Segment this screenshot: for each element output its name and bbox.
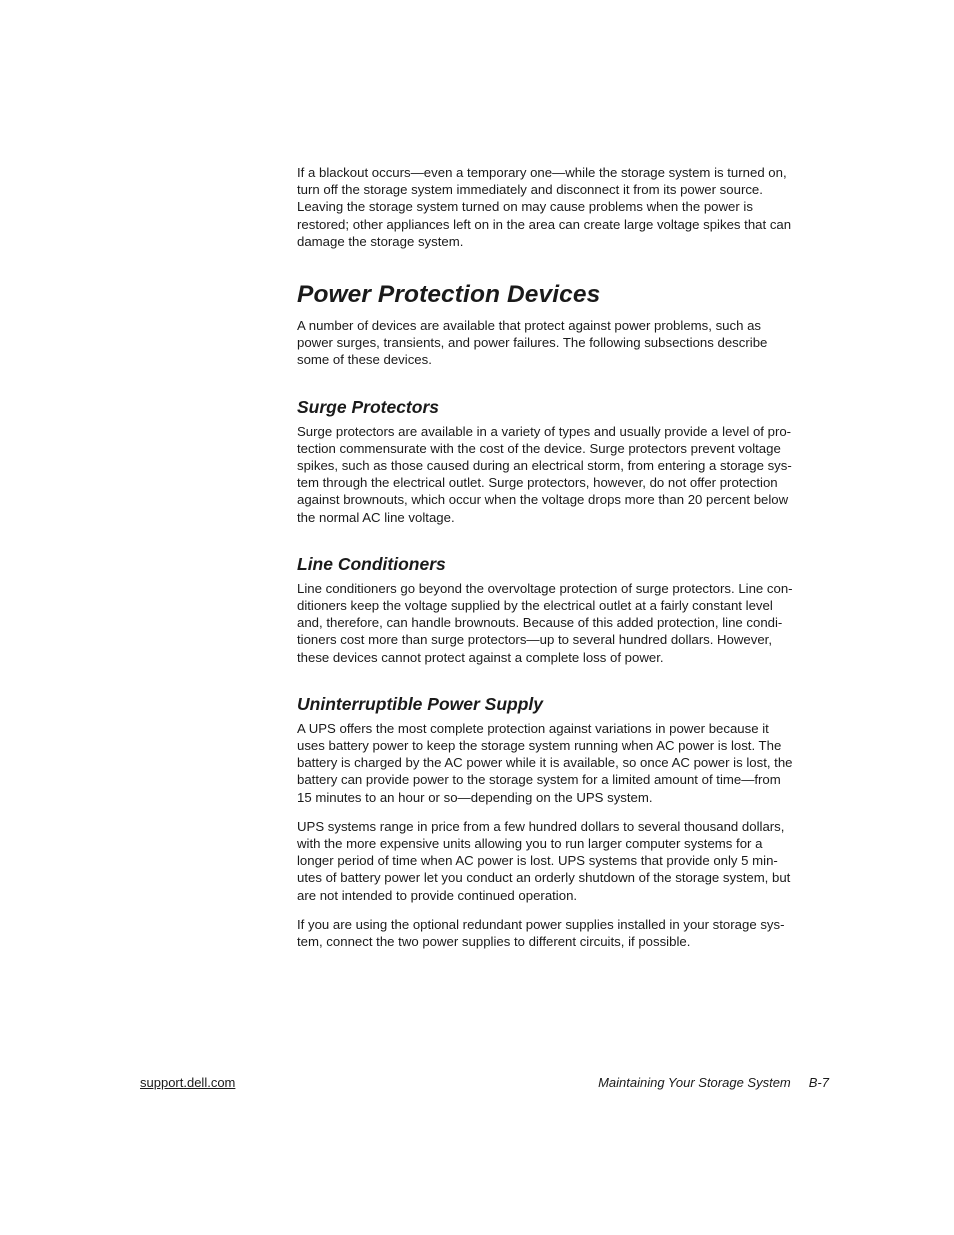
subheading-surge-protectors: Surge Protectors [297,396,439,417]
footer-running-title [598,1074,829,1091]
ups-paragraph-1 [297,720,833,806]
text-line: turn off the storage system immediately and disconnect it from its power source. [297,182,763,198]
text-line: UPS systems range in price from a few hundred dollars to several thousand dollars, [297,818,785,834]
support-link[interactable]: support.dell.com [140,1075,236,1090]
text-line: the normal AC line voltage. [297,509,455,525]
section-heading-power-protection: Power Protection Devices [297,281,601,309]
text-line: If you are using the optional redundant power supplies installed in your storage sys- [297,916,785,932]
text-line: spikes, such as those caused during an electrical storm, from entering a storage sys- [297,458,792,474]
text-line: these devices cannot protect against a complete loss of power. [297,649,664,665]
surge-paragraph [297,423,833,526]
page-number: B-7 [808,1075,829,1090]
text-line: Leaving the storage system turned on may cause problems when the power is [297,199,753,215]
text-line: A number of devices are available that protect against power problems, such as [297,318,762,334]
section-intro-paragraph [297,317,833,369]
text-line: tem, connect the two power supplies to different circuits, if possible. [297,934,691,950]
text-line: tection commensurate with the cost of the device. Surge protectors prevent voltage [297,440,781,456]
text-line: 15 minutes to an hour or so—depending on the UPS system. [297,789,653,805]
text-line: battery is charged by the AC power while it is available, so once AC power is lost, the [297,755,793,771]
text-line: battery can provide power to the storage system for a limited amount of time—from [297,772,781,788]
text-line: If a blackout occurs—even a temporary one—while the storage system is turned on, [297,165,787,180]
text-line: ditioners keep the voltage supplied by the electrical outlet at a fairly constant level [297,598,773,614]
footer-chapter-title: Maintaining Your Storage System [598,1075,791,1090]
text-line: longer period of time when AC power is lost. UPS systems that provide only 5 min- [297,853,778,869]
text-line: damage the storage system. [297,233,464,249]
subheading-line-conditioners: Line Conditioners [297,553,446,574]
subheading-ups: Uninterruptible Power Supply [297,693,543,714]
text-line: tioners cost more than surge protectors—up to several hundred dollars. However, [297,632,772,648]
text-line: uses battery power to keep the storage system running when AC power is lost. The [297,738,782,754]
text-line: against brownouts, which occur when the voltage drops more than 20 percent below [297,492,789,508]
ups-paragraph-3 [297,916,833,950]
text-line: some of these devices. [297,352,432,368]
text-line: restored; other appliances left on in the area can create large voltage spikes that can [297,216,792,232]
text-line: A UPS offers the most complete protection against variations in power because it [297,720,769,736]
line-conditioners-paragraph [297,580,833,666]
text-line: utes of battery power let you conduct an orderly shutdown of the storage system, but [297,870,791,886]
text-line: are not intended to provide continued operation. [297,887,578,903]
text-line: Surge protectors are available in a variety of types and usually provide a level of pro- [297,423,792,439]
ups-paragraph-2 [297,818,833,904]
page-content [297,164,833,962]
text-line: Line conditioners go beyond the overvoltage protection of surge protectors. Line con- [297,580,793,596]
text-line: power surges, transients, and power failures. The following subsections describe [297,335,768,351]
text-line: and, therefore, can handle brownouts. Because of this added protection, line condi- [297,615,783,631]
text-line: with the more expensive units allowing you to run larger computer systems for a [297,836,763,852]
intro-paragraph [297,164,833,250]
text-line: tem through the electrical outlet. Surge protectors, however, do not offer protection [297,475,778,491]
